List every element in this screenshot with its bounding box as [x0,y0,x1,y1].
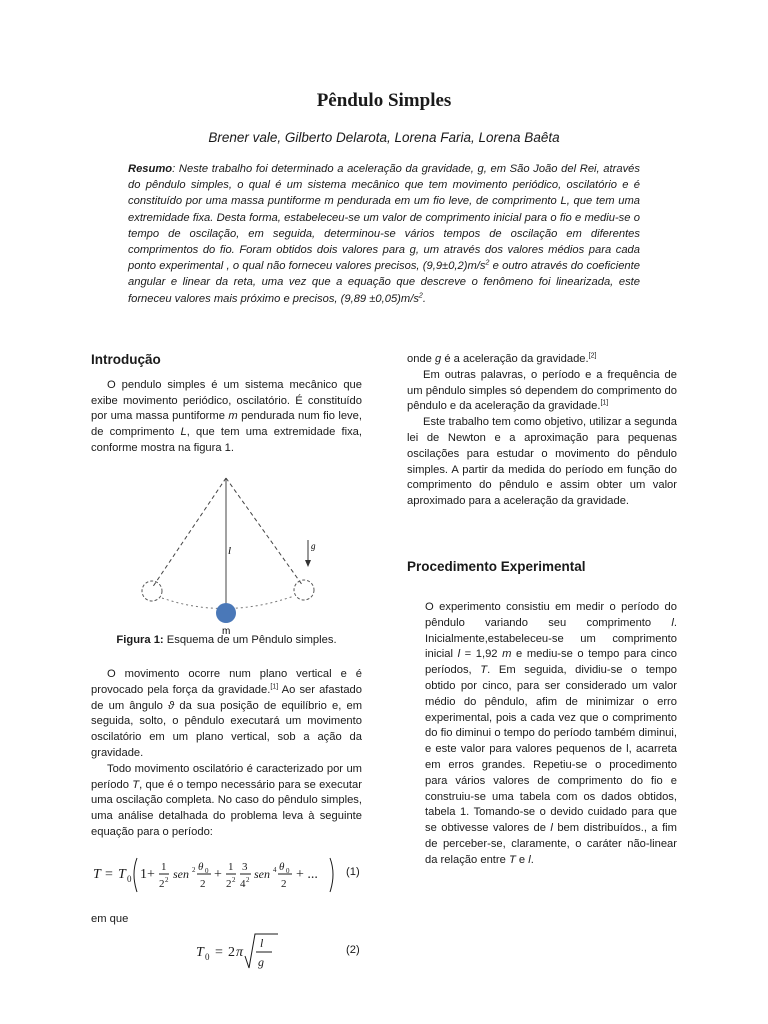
intro-paragraph-3: Todo movimento oscilatório é caracterizado por um período T, que é o tempo necessário para se executar uma oscilação completa. No caso do pêndulo simples, uma análise detalhada do problema leva à seguinte equação para o período: [91,762,362,838]
svg-text:+ ...: + ... [296,867,318,882]
procedure-paragraph: O experimento consistiu em medir o período do pêndulo variando seu comprimento l. Inicialmente,estabeleceu-se um comprimento inicial l = 1,92 m e mediu-se o tempo para cinco períodos, T. Em seguida, dividiu-se o tempo obtido por cinco, para ser considerado um valor médio do pêndulo, afim de minimizar o erro experimental, pois a cada vez que o comprimento do fio diminui o tempo do período também diminui, e este valor para valores pequenos de l, acarreta em erros grandes. Repetiu-se o procedimento para vários valores de comprimento do fio e construiu-se uma tabela com os dados obtidos, tabela 1. Tomando-se o devido cuidado para que se obtivesse valores de l bem distribuídos., a fim de perceber-se, claramente, o caráter não-linear da relação entre T e l. [425,601,677,866]
svg-text:+: + [214,867,222,882]
abstract-text-a: : Neste trabalho foi determinado a aceleração da gravidade, g, em São João del Rei, através do pêndulo simples, o qual é um sistema mecânico que tem movimento periódico, oscilatório e é constituído por uma massa puntiforme m pendurada em um fio leve, de comprimento L, que tem uma extremidade fixa. Desta forma, estabeleceu-se um valor de comprimento inicial para o fio e mediu-se o tempo de oscilação, em seguida, determinou-se vários tempos de oscilação em diferentes comprimentos do fio. Foram obtidos dois valores para g, um através dos valores médios para cada ponto experimental , o qual não forneceu valores precisos, (9,9±0,2)m/s [128,163,640,273]
authors: Brener vale, Gilberto Delarota, Lorena Faria, Lorena Baêta [208,130,560,145]
svg-text:1: 1 [228,861,234,873]
svg-text:2: 2 [226,878,232,890]
figure-caption: Figura 1: Esquema de um Pêndulo simples. [116,634,337,646]
intro-paragraph-1: O pendulo simples é um sistema mecânico que exibe movimento periódico, oscilatório. É constituído por uma massa puntiforme m pendurada num fio leve, de comprimento L, que tem uma extremidade fixa, conforme mostra na figura 1. [91,378,363,454]
abstract-label: Resumo [128,163,173,175]
svg-text:T: T [196,945,204,960]
svg-text:=: = [215,945,223,960]
label-m: m [222,626,231,637]
svg-text:g: g [258,955,264,969]
svg-text:l: l [260,936,264,950]
svg-text:2: 2 [200,878,206,890]
svg-text:=: = [105,867,113,882]
right-paragraph-2: Em outras palavras, o período e a frequência de um pêndulo simples só dependem do comprimento do pêndulo e da aceleração da gravidade.[1] [407,368,677,413]
svg-text:1: 1 [161,861,167,873]
equation-2 [194,930,284,976]
svg-text:T: T [93,867,101,882]
label-l: l [228,545,232,557]
procedure-heading: Procedimento Experimental [407,559,586,574]
procedure-section [407,559,677,575]
svg-text:0: 0 [205,867,209,875]
label-g: g [311,541,316,551]
right-column [407,352,677,510]
right-paragraph-1: onde g é a aceleração da gravidade.[2] [407,352,597,365]
svg-text:π: π [236,945,244,960]
svg-text:3: 3 [242,861,248,873]
pendulum-figure [120,470,360,640]
intro-continued [91,667,362,841]
svg-text:2: 2 [281,878,287,890]
svg-text:sen: sen [173,867,189,881]
svg-text:0: 0 [127,874,132,884]
svg-text:θ: θ [279,861,285,873]
paper-title: Pêndulo Simples [316,90,452,111]
equation-1-number: (1) [346,866,360,878]
svg-text:sen: sen [254,867,270,881]
svg-text:0: 0 [205,952,210,962]
intro-paragraph-2: O movimento ocorre num plano vertical e é provocado pela força da gravidade.[1] Ao ser afastado de um ângulo ϑ da sua posição de equilíbrio e, em seguida, solto, o pêndulo executará um movimento oscilatório em um plano vertical, sob a ação da gravidade. [91,668,363,759]
svg-text:θ: θ [198,861,204,873]
svg-text:4: 4 [273,866,277,874]
svg-text:2: 2 [246,876,250,884]
svg-text:T: T [118,867,126,882]
svg-text:2: 2 [159,878,165,890]
right-paragraph-3: Este trabalho tem como objetivo, utilizar a segunda lei de Newton e a aproximação para pequenas oscilações para estudar o movimento do pêndulo simples. A partir da medida do período em função do comprimento do pêndulo e assim obter um valor aproximado para a aceleração da gravidade. [407,416,677,508]
abstract: Resumo: Neste trabalho foi determinado a aceleração da gravidade, g, em São João del Rei, através do pêndulo simples, o qual é um sistema mecânico que tem movimento periódico, oscilatório e é constituído por uma massa puntiforme m pendurada em um fio leve, de comprimento L, que tem uma extremidade fixa. Desta forma, estabeleceu-se um valor de comprimento inicial para o fio e mediu-se o tempo de oscilação, em seguida, determinou-se vários tempos de oscilação em diferentes comprimentos do fio. Foram obtidos dois valores para g, um através dos valores médios para cada ponto experimental , o qual não forneceu valores precisos, $(9,9\pm 0,2)m/s^2$ e outro através do coeficiente angular e linear da reta, uma vez que a equação que descreve o fenômeno foi linearizada, este forneceu valores mais próximo e precisos, $(9,89 \pm 0,05)m/s^2$. [128,163,640,305]
svg-text:2: 2 [192,866,196,874]
intro-heading: Introdução [91,352,161,367]
equation-1 [91,850,341,898]
em-que: em que [91,913,129,925]
svg-text:1+: 1+ [140,867,155,882]
svg-text:2: 2 [165,876,169,884]
equation-2-number: (2) [346,944,360,956]
procedure-text [425,600,677,869]
svg-text:2: 2 [232,876,236,884]
svg-text:0: 0 [286,867,290,875]
svg-text:2: 2 [228,945,235,960]
svg-text:4: 4 [240,878,246,890]
intro-section [91,352,362,457]
